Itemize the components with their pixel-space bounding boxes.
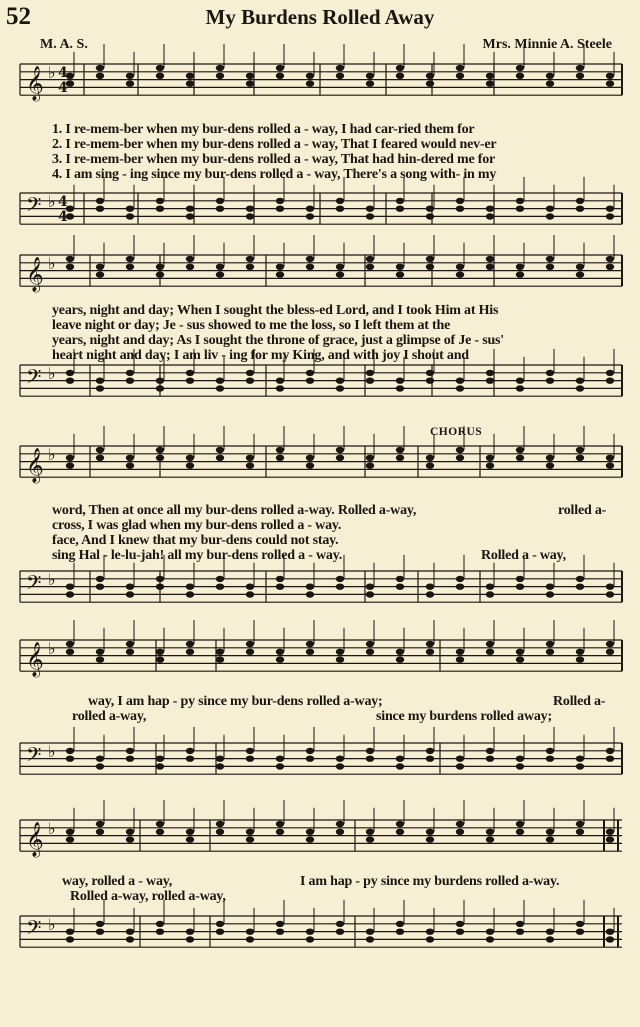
svg-text:♭: ♭ <box>48 254 56 273</box>
lyric-line-2-2: leave night or day; Je - sus showed to me the loss, so I left them at the <box>52 318 451 333</box>
svg-text:♭: ♭ <box>48 192 56 211</box>
lyric-line-4-1: way, I am hap - py since my bur-dens rolled a-way; <box>88 694 383 709</box>
lyric-line-3-4: sing Hal - le-lu-jah! all my bur-dens rolled a - way. <box>52 548 343 563</box>
svg-text:𝄞: 𝄞 <box>26 642 44 677</box>
composer-name: Mrs. Minnie A. Steele <box>482 37 612 52</box>
lyric-line-4-right: Rolled a- <box>553 694 606 709</box>
svg-text:♭: ♭ <box>48 445 56 464</box>
svg-text:♭: ♭ <box>48 819 56 838</box>
svg-text:♭: ♭ <box>48 570 56 589</box>
lyric-line-2-1: years, night and day; When I sought the bless-ed Lord, and I took Him at His <box>52 303 499 318</box>
lyric-line-2-3: years, night and day; As I sought the throne of grace, just a glimpse of Je - sus' <box>52 333 504 348</box>
lyric-line-3-right: rolled a- <box>558 503 607 518</box>
lyric-line-5-1: way, rolled a - way, <box>62 874 173 889</box>
lyric-line-4-b: since my burdens rolled away; <box>376 709 552 724</box>
svg-text:𝄞: 𝄞 <box>26 448 44 483</box>
svg-text:𝄢: 𝄢 <box>26 365 42 393</box>
lyric-line-3-1: word, Then at once all my bur-dens rolled a-way. Rolled a-way, <box>52 503 417 518</box>
lyric-line-4-2: rolled a-way, <box>72 709 147 724</box>
svg-text:♭: ♭ <box>48 639 56 658</box>
svg-text:𝄢: 𝄢 <box>26 743 42 771</box>
hymn-title: My Burdens Rolled Away <box>205 5 435 29</box>
svg-text:4: 4 <box>58 194 68 210</box>
svg-text:𝄞: 𝄞 <box>26 822 44 857</box>
lyric-line-1-3: 3. I re-mem-ber when my bur-dens rolled a - way, That had hin-dered me for <box>52 152 496 167</box>
svg-text:♭: ♭ <box>48 915 56 934</box>
svg-text:♭: ♭ <box>48 364 56 383</box>
lyric-line-3-3: face, And I knew that my bur-dens could not stay. <box>52 533 339 548</box>
lyric-line-3-2: cross, I was glad when my bur-dens rolled a - way. <box>52 518 342 533</box>
lyric-line-5-2: Rolled a-way, rolled a-way, <box>70 889 226 904</box>
svg-text:4: 4 <box>58 80 68 96</box>
svg-text:𝄢: 𝄢 <box>26 571 42 599</box>
chorus-label: CHORUS <box>430 426 483 438</box>
page-number: 52 <box>6 3 31 30</box>
svg-text:𝄞: 𝄞 <box>26 257 44 292</box>
lyric-line-2-4: heart night and day; I am liv - ing for my King, and with joy I shout and <box>52 348 469 363</box>
lyric-line-5-main: I am hap - py since my burdens rolled a-way. <box>300 874 560 889</box>
author-initials: M. A. S. <box>40 37 88 52</box>
svg-text:𝄞: 𝄞 <box>26 66 44 101</box>
lyric-line-1-1: 1. I re-mem-ber when my bur-dens rolled a - way, I had car-ried them for <box>52 122 475 137</box>
lyric-line-1-4: 4. I am sing - ing since my bur-dens rolled a - way, There's a song with- in my <box>52 167 497 182</box>
lyric-line-1-2: 2. I re-mem-ber when my bur-dens rolled a - way, That I feared would nev-er <box>52 137 497 152</box>
svg-text:♭: ♭ <box>48 742 56 761</box>
svg-text:𝄢: 𝄢 <box>26 193 42 221</box>
svg-text:4: 4 <box>58 209 68 225</box>
svg-text:4: 4 <box>58 65 68 81</box>
svg-text:♭: ♭ <box>48 63 56 82</box>
lyric-line-3-bass: Rolled a - way, <box>481 548 566 563</box>
svg-text:𝄢: 𝄢 <box>26 916 42 944</box>
